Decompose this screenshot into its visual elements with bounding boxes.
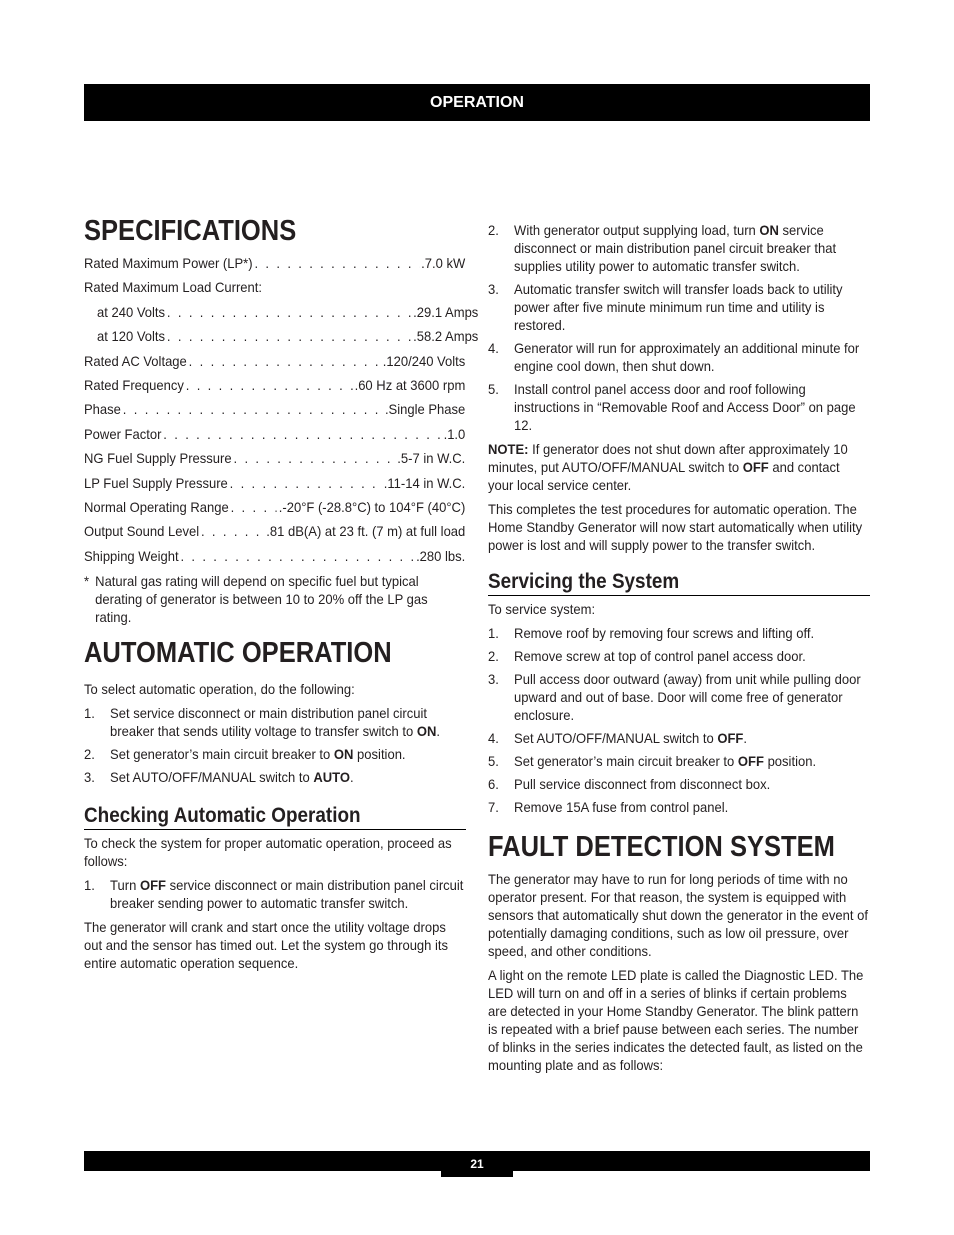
list-number: 1. (84, 877, 95, 894)
list-item (488, 798, 871, 816)
leader-dots (167, 303, 411, 321)
spec-label: Normal Operating Range (84, 498, 229, 515)
spec-row (84, 400, 465, 424)
spec-row (84, 522, 465, 546)
leader-dots (201, 522, 264, 540)
spec-label: Rated AC Voltage (84, 352, 187, 369)
list-item (488, 221, 871, 275)
list-item (84, 704, 464, 740)
spec-label: Power Factor (84, 425, 162, 442)
spec-row (84, 547, 465, 571)
spec-list (84, 254, 479, 571)
list-item (488, 624, 871, 642)
leader-dots (186, 376, 353, 394)
spec-row (84, 278, 465, 302)
list-text: Automatic transfer switch will transfer loads back to utility power after five minute minimum run time and utility is restored. (514, 281, 843, 333)
spec-value: .29.1 Amps (413, 303, 479, 320)
list-number: 3. (488, 671, 499, 687)
fault-detection-heading: FAULT DETECTION SYSTEM (488, 831, 835, 863)
list-text: Turn OFF service disconnect or main distribution panel circuit breaker sending power to automatic transfer switch. (110, 877, 464, 912)
spec-label: Shipping Weight (84, 547, 179, 564)
list-text: Remove 15A fuse from control panel. (514, 799, 729, 815)
leader-dots (233, 449, 395, 467)
servicing-steps (488, 624, 871, 816)
list-number: 2. (488, 648, 499, 664)
checking-heading-text: Checking Automatic Operation (84, 804, 361, 828)
spec-row (84, 474, 465, 498)
list-item (488, 339, 871, 375)
spec-row (84, 303, 478, 327)
right-column (488, 221, 870, 1080)
list-item (84, 768, 464, 786)
list-number: 4. (488, 340, 499, 356)
leader-dots (231, 498, 277, 516)
list-text: Set AUTO/OFF/MANUAL switch to AUTO. (110, 769, 354, 786)
leader-dots (163, 425, 441, 443)
list-text: Remove roof by removing four screws and lifting off. (514, 625, 815, 641)
spec-label: Phase (84, 401, 121, 418)
leader-dots (189, 352, 381, 370)
list-number: 5. (488, 381, 499, 397)
fault-paragraph-1: The generator may have to run for long periods of time with no operator present. For that reason, the system is equipped with sensors that automatically shut down the generator in the event of potentially damaging conditions, such as low oil pressure, over speed, and other conditions. (488, 871, 868, 959)
spec-value: .60 Hz at 3600 rpm (354, 376, 466, 393)
leader-dots (254, 254, 419, 272)
list-text: Pull service disconnect from disconnect box. (514, 776, 771, 792)
list-text: Pull access door outward (away) from unit while pulling door upward and out of base. Door will come free of generator enclosure. (514, 671, 861, 723)
list-text: Set generator’s main circuit breaker to ON position. (110, 746, 406, 763)
spec-footnote (84, 572, 456, 626)
checking-steps (84, 876, 464, 912)
leader-dots (123, 400, 383, 418)
spec-value: .81 dB(A) at 23 ft. (7 m) at full load (266, 523, 466, 540)
checking-intro: To check the system for proper automatic operation, proceed as follows: (84, 835, 452, 870)
list-text: Install control panel access door and roof following instructions in “Removable Roof and Access Door” on page 12. (514, 381, 856, 433)
spec-value: .7.0 kW (421, 255, 466, 271)
spec-row (84, 425, 465, 449)
list-number: 1. (488, 625, 499, 641)
list-number: 3. (84, 769, 95, 786)
list-item (488, 647, 871, 665)
list-text: Remove screw at top of control panel access door. (514, 648, 806, 664)
list-text: Set service disconnect or main distribution panel circuit breaker that sends utility voltage to transfer switch to ON. (110, 705, 441, 740)
spec-row (84, 352, 465, 376)
spec-row (84, 376, 465, 400)
automatic-operation-heading: AUTOMATIC OPERATION (84, 637, 392, 670)
specifications-heading: SPECIFICATIONS (84, 215, 297, 247)
footnote-text: Natural gas rating will depend on specific fuel but typical derating of generator is between 10 to 20% off the LP gas rating. (95, 573, 428, 626)
spec-value: .280 lbs. (416, 547, 466, 564)
checking-paragraph: The generator will crank and start once the utility voltage drops out and the sensor has timed out. Let the system go through its entire automatic operation sequence. (84, 919, 449, 972)
spec-label: NG Fuel Supply Pressure (84, 450, 232, 467)
list-item (488, 752, 871, 770)
list-number: 6. (488, 776, 499, 792)
list-item (488, 380, 871, 434)
servicing-heading-text: Servicing the System (488, 570, 680, 593)
spec-label: at 120 Volts (97, 328, 166, 345)
fault-paragraph-2: A light on the remote LED plate is called the Diagnostic LED. The LED will turn on and off in a series of blinks if certain problems are detected in your Home Standby Generator. The blink pattern is repeated with a brief pause between each series. The number of blinks in the series indicates the detected fault, as listed on the mounting plate and as follows: (488, 967, 864, 1073)
list-number: 2. (488, 222, 499, 238)
spec-label: Rated Frequency (84, 376, 184, 393)
spec-value: .-20°F (-28.8°C) to 104°F (40°C) (278, 498, 466, 515)
leader-dots (180, 547, 414, 565)
list-item (488, 729, 871, 747)
list-number: 4. (488, 730, 499, 746)
list-number: 3. (488, 281, 499, 297)
continued-steps (488, 221, 871, 434)
header-title: OPERATION (430, 93, 524, 111)
servicing-heading (488, 570, 870, 596)
spec-row (84, 498, 465, 522)
spec-row (84, 327, 478, 351)
spec-value: .5-7 in W.C. (397, 450, 466, 467)
note-paragraph: NOTE: If generator does not shut down after approximately 10 minutes, put AUTO/OFF/MANUAL switch to OFF and contact your local service center. (488, 441, 848, 493)
left-column (84, 214, 479, 978)
list-item (84, 876, 464, 912)
spec-label: LP Fuel Supply Pressure (84, 474, 228, 491)
footnote-mark: * (84, 573, 90, 590)
spec-row (84, 254, 465, 278)
spec-label: at 240 Volts (97, 303, 166, 320)
spec-value: .120/240 Volts (382, 352, 466, 369)
list-number: 5. (488, 753, 499, 769)
list-text: Set AUTO/OFF/MANUAL switch to OFF. (514, 730, 748, 746)
spec-value: .1.0 (443, 425, 466, 442)
completes-paragraph: This completes the test procedures for automatic operation. The Home Standby Generator will now start automatically when utility power is lost and will supply power to the transfer switch. (488, 501, 863, 553)
list-text: Generator will run for approximately an additional minute for engine cool down, then shut down. (514, 340, 860, 374)
spec-value: .Single Phase (384, 401, 466, 418)
spec-label: Rated Maximum Power (LP*) (84, 255, 253, 271)
list-number: 2. (84, 746, 95, 763)
list-text: Set generator’s main circuit breaker to OFF position. (514, 753, 817, 769)
spec-value: .11-14 in W.C. (383, 474, 466, 491)
servicing-intro: To service system: (488, 601, 596, 617)
spec-value: .58.2 Amps (413, 328, 479, 345)
list-number: 1. (84, 705, 95, 722)
list-item (488, 775, 871, 793)
automatic-operation-steps (84, 704, 464, 786)
page-number: 21 (441, 1151, 513, 1177)
spec-row (84, 449, 465, 473)
list-number: 7. (488, 799, 499, 815)
leader-dots (230, 474, 382, 492)
header-bar (84, 84, 870, 121)
spec-label: Rated Maximum Load Current: (84, 279, 263, 296)
leader-dots (167, 327, 411, 345)
list-item (84, 745, 464, 763)
list-item (488, 280, 871, 334)
spec-label: Output Sound Level (84, 523, 200, 540)
list-text: With generator output supplying load, turn ON service disconnect or main distribution panel circuit breaker that supplies utility power to automatic transfer switch. (514, 222, 837, 274)
automatic-operation-intro: To select automatic operation, do the following: (84, 681, 355, 698)
list-item (488, 670, 871, 724)
checking-heading (84, 804, 466, 830)
